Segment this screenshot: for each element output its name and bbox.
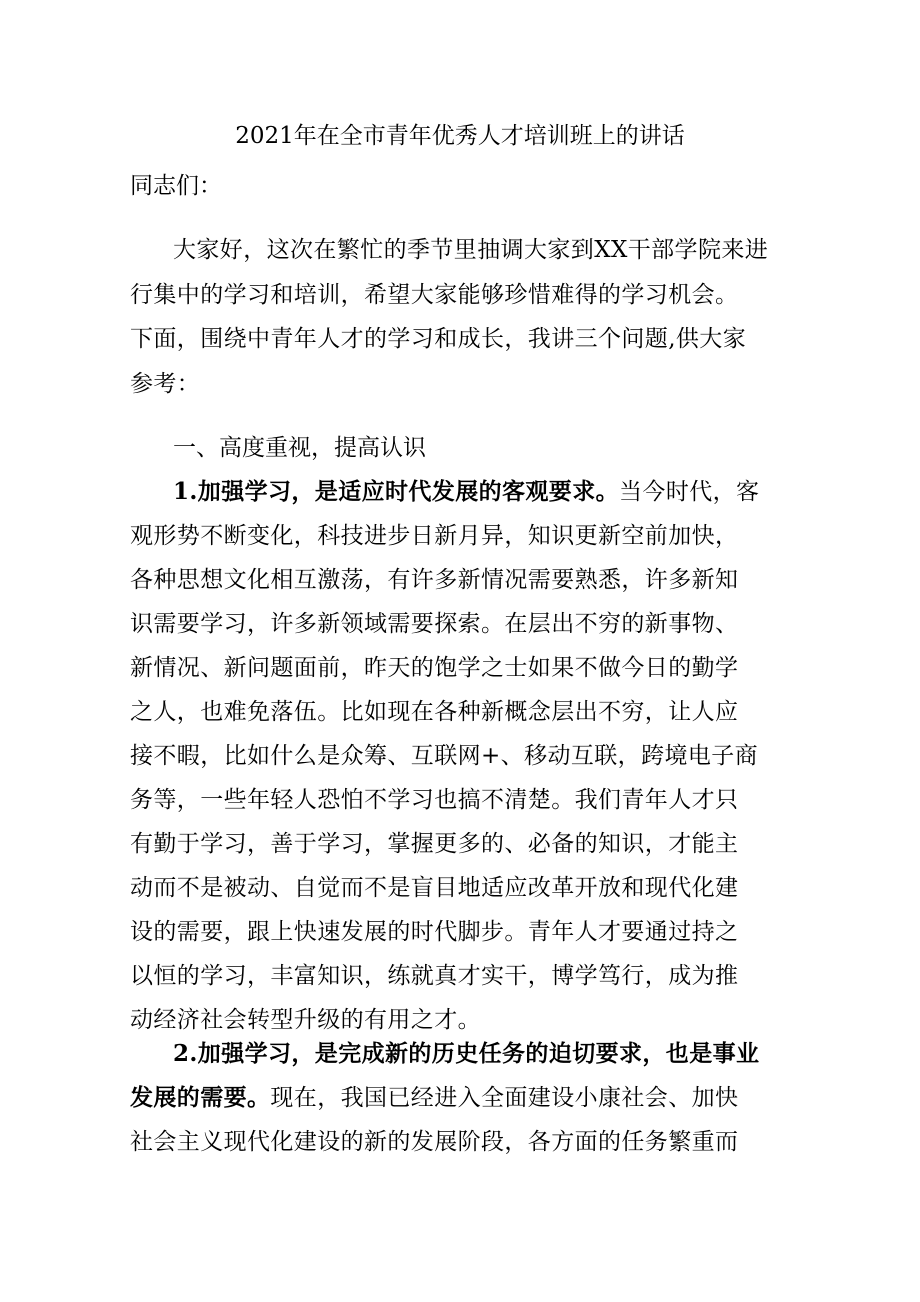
point1-line-9: 有勤于学习，善于学习，掌握更多的、必备的知识，才能主 xyxy=(130,831,739,857)
point1-line-1 xyxy=(173,470,759,514)
point1-line-6: 之人，也难免落伍。比如现在各种新概念层出不穷，让人应 xyxy=(130,699,739,725)
point2-bold-lead: 发展的需要。 xyxy=(130,1084,271,1111)
point1-line-7: 接不暇，比如什么是众筹、互联网+、移动互联，跨境电子商 xyxy=(130,743,759,769)
intro-line-3: 下面，围绕中青年人才的学习和成长，我讲三个问题,供大家 xyxy=(130,326,747,352)
intro-line-4: 参考： xyxy=(130,371,201,397)
point2-line-1: 2.加强学习，是完成新的历史任务的迫切要求，也是事业 xyxy=(173,1040,760,1067)
point1-line-13: 动经济社会转型升级的有用之才。 xyxy=(130,1007,481,1033)
document-title: 2021年在全市青年优秀人才培训班上的讲话 xyxy=(235,123,685,149)
section-heading-1: 一、高度重视，提高认识 xyxy=(173,435,426,461)
point1-line-12: 以恒的学习，丰富知识，练就真才实干，博学笃行，成为推 xyxy=(130,963,739,989)
greeting: 同志们： xyxy=(130,173,222,199)
point1-line-10: 动而不是被动、自觉而不是盲目地适应改革开放和现代化建 xyxy=(130,875,739,901)
intro-line-2: 行集中的学习和培训，希望大家能够珍惜难得的学习机会。 xyxy=(130,282,739,308)
intro-line-1: 大家好，这次在繁忙的季节里抽调大家到XX干部学院来进 xyxy=(173,237,769,263)
point1-line-3: 各种思想文化相互激荡，有许多新情况需要熟悉，许多新知 xyxy=(130,567,739,593)
point1-line-1-rest: 当今时代，客 xyxy=(619,479,760,505)
point1-line-8: 务等，一些年轻人恐怕不学习也搞不清楚。我们青年人才只 xyxy=(130,787,739,813)
point1-line-11: 设的需要，跟上快速发展的时代脚步。青年人才要通过持之 xyxy=(130,919,739,945)
point1-line-4: 识需要学习，许多新领域需要探索。在层出不穷的新事物、 xyxy=(130,611,739,637)
point1-line-2: 观形势不断变化，科技进步日新月异，知识更新空前加快， xyxy=(130,523,739,549)
point2-line-3: 社会主义现代化建设的新的发展阶段，各方面的任务繁重而 xyxy=(130,1129,739,1155)
point2-line-2-rest: 现在，我国已经进入全面建设小康社会、加快 xyxy=(270,1085,739,1111)
point1-line-5: 新情况、新问题面前，昨天的饱学之士如果不做今日的勤学 xyxy=(130,655,739,681)
point1-bold-lead: 1.加强学习，是适应时代发展的客观要求。 xyxy=(173,478,620,505)
point2-line-2 xyxy=(130,1076,738,1120)
